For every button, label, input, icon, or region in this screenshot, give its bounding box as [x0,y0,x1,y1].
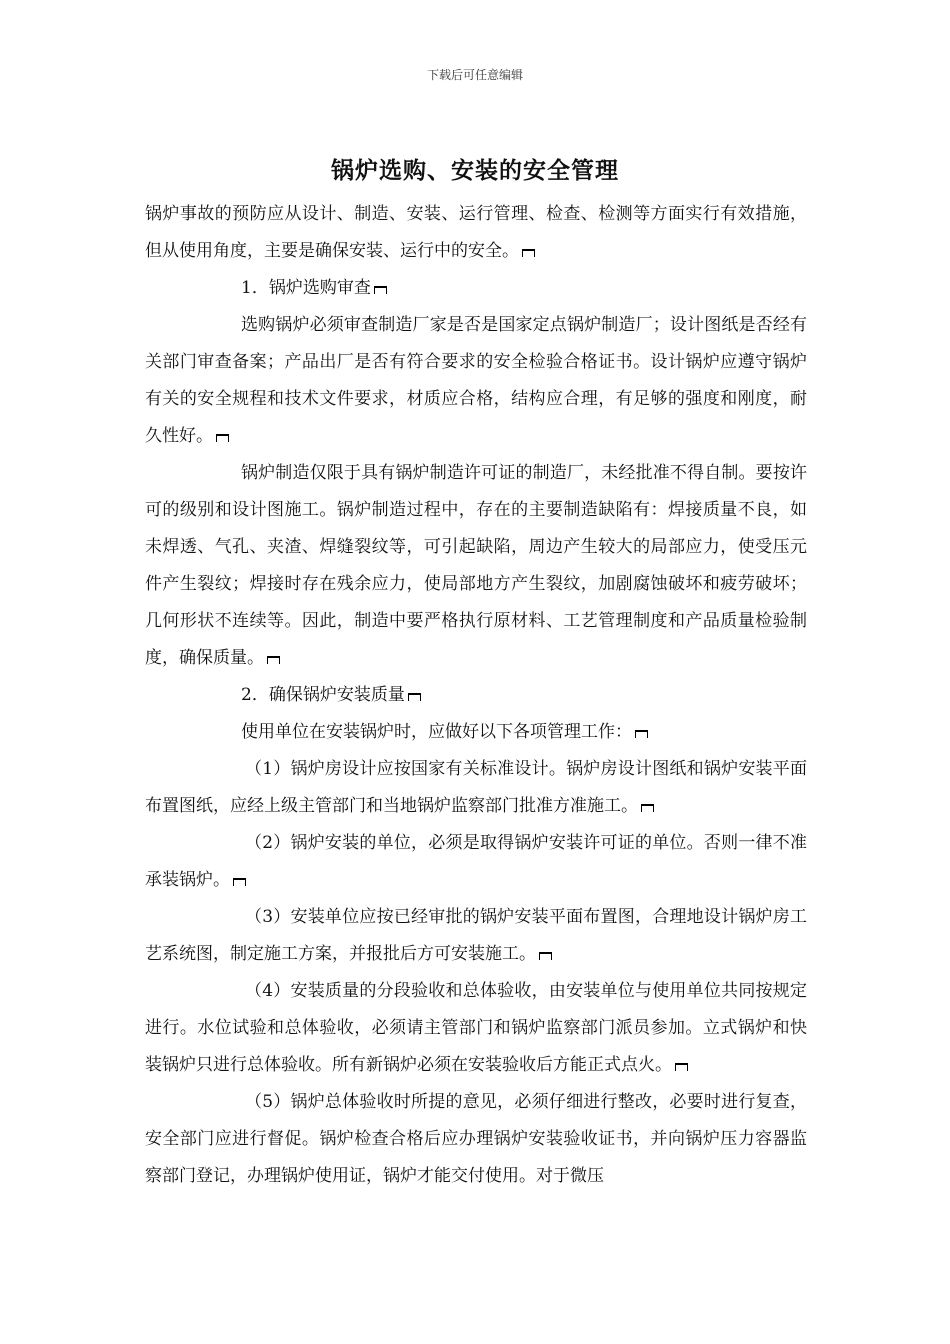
paragraph-mark-icon [216,434,229,442]
paragraph-mark-icon [267,656,280,664]
paragraph-mark-icon [635,730,648,738]
paragraph-mark-icon [408,693,421,701]
paragraph-selection-review: 选购锅炉必须审查制造厂家是否是国家定点锅炉制造厂；设计图纸是否经有关部门审查备案；产品出厂是否有符合要求的安全检验合格证书。设计锅炉应遵守锅炉有关的安全规程和技术文件要求，材质应合格，结构应合理，有足够的强度和刚度，耐久性好。 [145,315,807,446]
document-body [145,196,807,1195]
paragraph-mark-icon [539,952,552,960]
paragraph-mark-icon [374,286,387,294]
list-item-5: （5）锅炉总体验收时所提的意见，必须仔细进行整改，必要时进行复查，安全部门应进行督促。锅炉检查合格后应办理锅炉安装验收证书，并向锅炉压力容器监察部门登记，办理锅炉使用证，锅炉才能交付使用。对于微压 [145,1092,807,1186]
document-title: 锅炉选购、安装的安全管理 [331,157,619,184]
list-item-4: （4）安装质量的分段验收和总体验收，由安装单位与使用单位共同按规定进行。水位试验和总体验收，必须请主管部门和锅炉监察部门派员参加。立式锅炉和快装锅炉只进行总体验收。所有新锅炉必须在安装验收后方能正式点火。 [145,981,807,1075]
list-item-3: （3）安装单位应按已经审批的锅炉安装平面布置图，合理地设计锅炉房工艺系统图，制定施工方案，并报批后方可安装施工。 [145,907,807,964]
section-heading-2: 2．确保锅炉安装质量 [145,677,807,714]
paragraph-mark-icon [641,804,654,812]
section-heading-1: 1．锅炉选购审查 [145,270,807,307]
paragraph-mark-icon [233,878,246,886]
paragraph-mark-icon [675,1063,688,1071]
paragraph-mark-icon [522,249,535,257]
page-header-note: 下载后可任意编辑 [426,68,523,82]
paragraph-intro: 锅炉事故的预防应从设计、制造、安装、运行管理、检查、检测等方面实行有效措施，但从使用角度，主要是确保安装、运行中的安全。 [145,204,807,261]
paragraph-manufacturing: 锅炉制造仅限于具有锅炉制造许可证的制造厂，未经批准不得自制。要按许可的级别和设计图施工。锅炉制造过程中，存在的主要制造缺陷有：焊接质量不良，如未焊透、气孔、夹渣、焊缝裂纹等，可引起缺陷，周边产生较大的局部应力，使受压元件产生裂纹；焊接时存在残余应力，使局部地方产生裂纹，加剧腐蚀破坏和疲劳破坏；几何形状不连续等。因此，制造中要严格执行原材料、工艺管理制度和产品质量检验制度，确保质量。 [145,463,807,668]
paragraph-installation-intro: 使用单位在安装锅炉时，应做好以下各项管理工作： [145,714,807,751]
list-item-1: （1）锅炉房设计应按国家有关标准设计。锅炉房设计图纸和锅炉安装平面布置图纸，应经上级主管部门和当地锅炉监察部门批准方准施工。 [145,759,807,816]
list-item-2: （2）锅炉安装的单位，必须是取得锅炉安装许可证的单位。否则一律不准承装锅炉。 [145,833,807,890]
